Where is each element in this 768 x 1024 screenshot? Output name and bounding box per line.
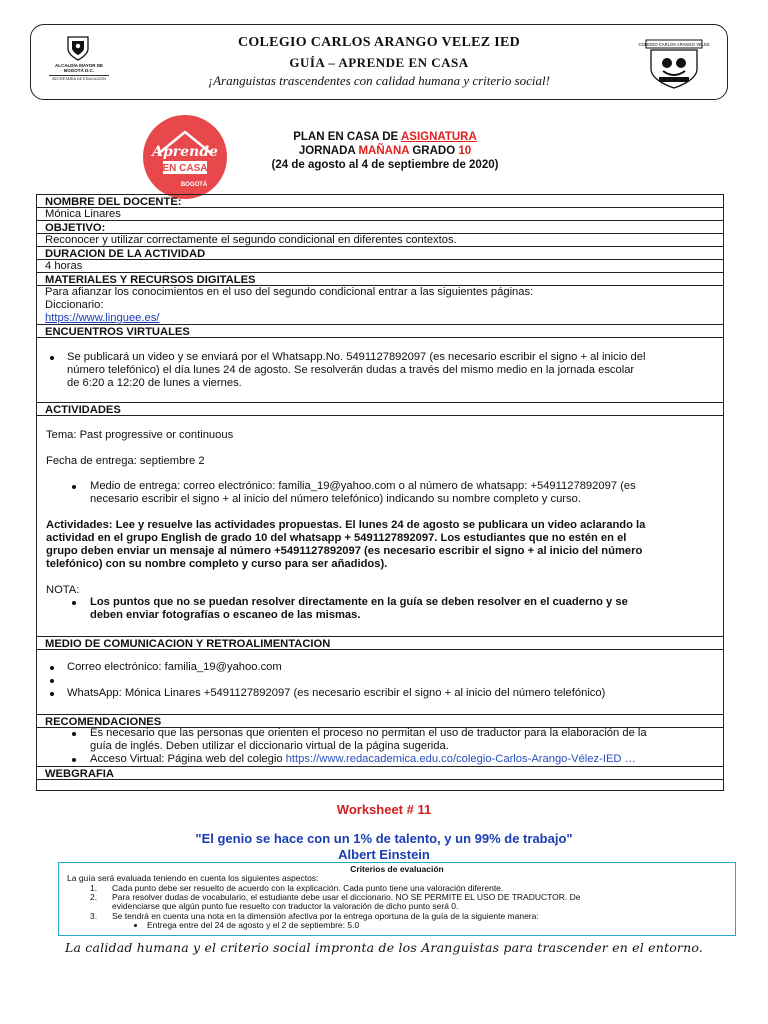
encuentros-heading: ENCUENTROS VIRTUALES: [45, 326, 190, 338]
criteria-item-3: Se tendrá en cuenta una nota en la dimensión afectiva por la entrega oportuna de la guía de la siguiente manera:: [112, 911, 539, 921]
svg-text:Aprende: Aprende: [152, 144, 218, 160]
criteria-item-2-cont: evidenciarse que algún punto fue resuelto con traductor la valoración de dicho punto será 0.: [112, 901, 459, 911]
seal-label: ALCALDÍA MAYOR DE BOGOTÁ D.C.: [55, 63, 103, 73]
bullet: [50, 356, 54, 360]
actividades-line-3: grupo deben enviar un mensaje al número +5491127892097 (es necesario escribir el signo + al inicio del número: [46, 545, 643, 557]
materiales-text: Para afianzar los conocimientos en el uso del segundo condicional entrar a las siguientes páginas:: [45, 286, 534, 298]
actividades-header-row: [36, 402, 724, 416]
materiales-dictionary-label: Diccionario:: [45, 299, 104, 311]
duracion-row: [36, 259, 724, 273]
correo-text: Correo electrónico: familia_19@yahoo.com: [67, 661, 282, 673]
tema-text: Tema: Past progressive or continuous: [46, 429, 234, 441]
bullet: [72, 758, 76, 762]
duracion-heading: DURACION DE LA ACTIVIDAD: [45, 248, 206, 260]
objetivo-header-row: [36, 220, 724, 234]
nota-line-1: Los puntos que no se puedan resolver directamente en la guía se deben resolver en el cuaderno y se: [90, 596, 628, 608]
bullet: [50, 692, 54, 696]
duracion-value: 4 horas: [45, 260, 83, 272]
webgrafia-row: [36, 779, 724, 791]
worksheet-title: Worksheet # 11: [336, 802, 432, 817]
criteria-item-1: Cada punto debe ser resuelto de acuerdo con la explicación. Cada punto tiene una valoración diferente.: [112, 883, 504, 893]
medio-header-row: [36, 636, 724, 650]
encuentros-row: [36, 337, 724, 403]
docente-heading: NOMBRE DEL DOCENTE:: [45, 196, 182, 208]
criteria-item-2: Para resolver dudas de vocabulario, el estudiante debe usar el diccionario. NO SE PERMITE EL USO DE TRADUCTOR. De: [112, 892, 581, 902]
quote-author: Albert Einstein: [338, 847, 430, 862]
linguee-link[interactable]: https://www.linguee.es/: [45, 312, 160, 324]
bullet: [50, 679, 54, 683]
criteria-intro: La guía será evaluada teniendo en cuenta los siguientes aspectos:: [67, 873, 319, 883]
grado-label: GRADO: [409, 145, 459, 157]
school-name: COLEGIO CARLOS ARANGO VELEZ IED: [237, 35, 521, 50]
objetivo-text: Reconocer y utilizar correctamente el segundo condicional en diferentes contextos.: [45, 234, 457, 246]
actividades-row: [36, 415, 724, 637]
materiales-heading: MATERIALES Y RECURSOS DIGITALES: [45, 274, 256, 286]
criteria-box: [58, 862, 736, 936]
docente-header-row: [36, 194, 724, 208]
school-motto: ¡Aranguistas trascendentes con calidad humana y criterio social!: [208, 73, 550, 88]
subject-name: ASIGNATURA: [400, 131, 477, 143]
criteria-number: 2.: [90, 892, 98, 902]
grado-value: 10: [458, 145, 472, 157]
webgrafia-header-row: [36, 766, 724, 780]
bullet: [72, 732, 76, 736]
school-website-link[interactable]: https://www.redacademica.edu.co/colegio-Carlos-Arango-Vélez-IED …: [285, 753, 636, 765]
docente-row: [36, 207, 724, 221]
nota-line-2: deben enviar fotografías o escaneo de las mismas.: [90, 609, 361, 621]
seal-sublabel: SECRETARÍA DE EDUCACIÓN: [49, 75, 109, 81]
encuentros-header-row: [36, 324, 724, 338]
encuentros-line-2: número telefónico) el día lunes 24 de agosto. Se resolverán dudas a través del mismo medio en la jornada escolar: [67, 364, 635, 376]
actividades-heading: ACTIVIDADES: [45, 404, 121, 416]
bullet: [72, 485, 76, 489]
recomendacion-line-2: guía de inglés. Deben utilizar el diccionario virtual de la página sugerida.: [90, 740, 449, 752]
jornada-label: JORNADA: [298, 145, 359, 157]
aprende-en-casa-logo: [142, 114, 228, 200]
document-header: [30, 24, 728, 100]
recomendaciones-heading: RECOMENDACIONES: [45, 716, 162, 728]
bullet: [134, 924, 137, 927]
svg-text:EN CASA: EN CASA: [162, 163, 208, 174]
nota-label: NOTA:: [46, 584, 80, 596]
svg-text:COLEGIO CARLOS ARANGO VELEZ: COLEGIO CARLOS ARANGO VELEZ: [638, 42, 710, 47]
medio-entrega-line-2: necesario escribir el signo + al inicio del número telefónico) indicando su nombre completo y curso.: [90, 493, 581, 505]
fecha-entrega: Fecha de entrega: septiembre 2: [46, 455, 205, 467]
footer-slogan: La calidad humana y el criterio social impronta de los Aranguistas para trascender en el entorno.: [64, 940, 704, 955]
actividades-line-4: telefónico) con su nombre completo y curso para ser añadidos).: [46, 558, 388, 570]
bullet: [50, 666, 54, 670]
medio-row: [36, 649, 724, 715]
criteria-number: 3.: [90, 911, 98, 921]
materiales-row: [36, 285, 724, 325]
actividades-line-1: Actividades: Lee y resuelve las actividades propuestas. El lunes 24 de agosto se publicara un video aclarando la: [46, 519, 646, 531]
school-shield-icon: [638, 39, 710, 89]
plan-dates: (24 de agosto al 4 de septiembre de 2020): [271, 159, 499, 171]
plan-title: [250, 130, 520, 172]
medio-entrega-line-1: Medio de entrega: correo electrónico: familia_19@yahoo.com o al número de whatsapp: +5491127892097 (es: [90, 480, 636, 492]
webgrafia-heading: WEBGRAFIA: [45, 768, 114, 780]
recomend-header-row: [36, 714, 724, 728]
jornada-value: MAÑANA: [358, 145, 410, 157]
quote-text: "El genio se hace con un 1% de talento, y un 99% de trabajo": [195, 831, 573, 846]
actividades-line-2: actividad en el grupo English de grado 10 del whatsapp + 5491127892097. Los estudiantes que no estén en el: [46, 532, 627, 544]
encuentros-line-1: Se publicará un video y se enviará por el Whatsapp.No. 5491127892097 (es necesario escribir el signo + al inicio del: [67, 351, 646, 363]
criteria-title: Criterios de evaluación: [350, 864, 444, 874]
docente-name: Mónica Linares: [45, 208, 121, 220]
recomend-row: [36, 727, 724, 767]
medio-heading: MEDIO DE COMUNICACION Y RETROALIMENTACION: [45, 638, 331, 650]
bullet: [72, 601, 76, 605]
guide-title: GUÍA – APRENDE EN CASA: [289, 55, 469, 70]
duracion-header-row: [36, 246, 724, 260]
criteria-sub-item: Entrega entre del 24 de agosto y el 2 de septiembre: 5.0: [147, 920, 360, 930]
objetivo-row: [36, 233, 724, 247]
encuentros-line-3: de 6:20 a 12:20 de lunes a viernes.: [67, 377, 242, 389]
materiales-header-row: [36, 272, 724, 286]
svg-text:BOGOTÁ: BOGOTÁ: [180, 182, 208, 188]
plan-table: [36, 194, 724, 790]
criteria-number: 1.: [90, 883, 98, 893]
whatsapp-text: WhatsApp: Mónica Linares +5491127892097 (es necesario escribir el signo + al inicio del número telefónico): [67, 687, 606, 699]
plan-prefix: PLAN EN CASA DE: [293, 131, 401, 143]
acceso-virtual-label: Acceso Virtual: Página web del colegio: [90, 753, 286, 765]
recomendacion-line-1: Es necesario que las personas que orienten el proceso no permitan el uso de traductor para la elaboración de la: [90, 727, 647, 739]
objetivo-heading: OBJETIVO:: [45, 222, 106, 234]
